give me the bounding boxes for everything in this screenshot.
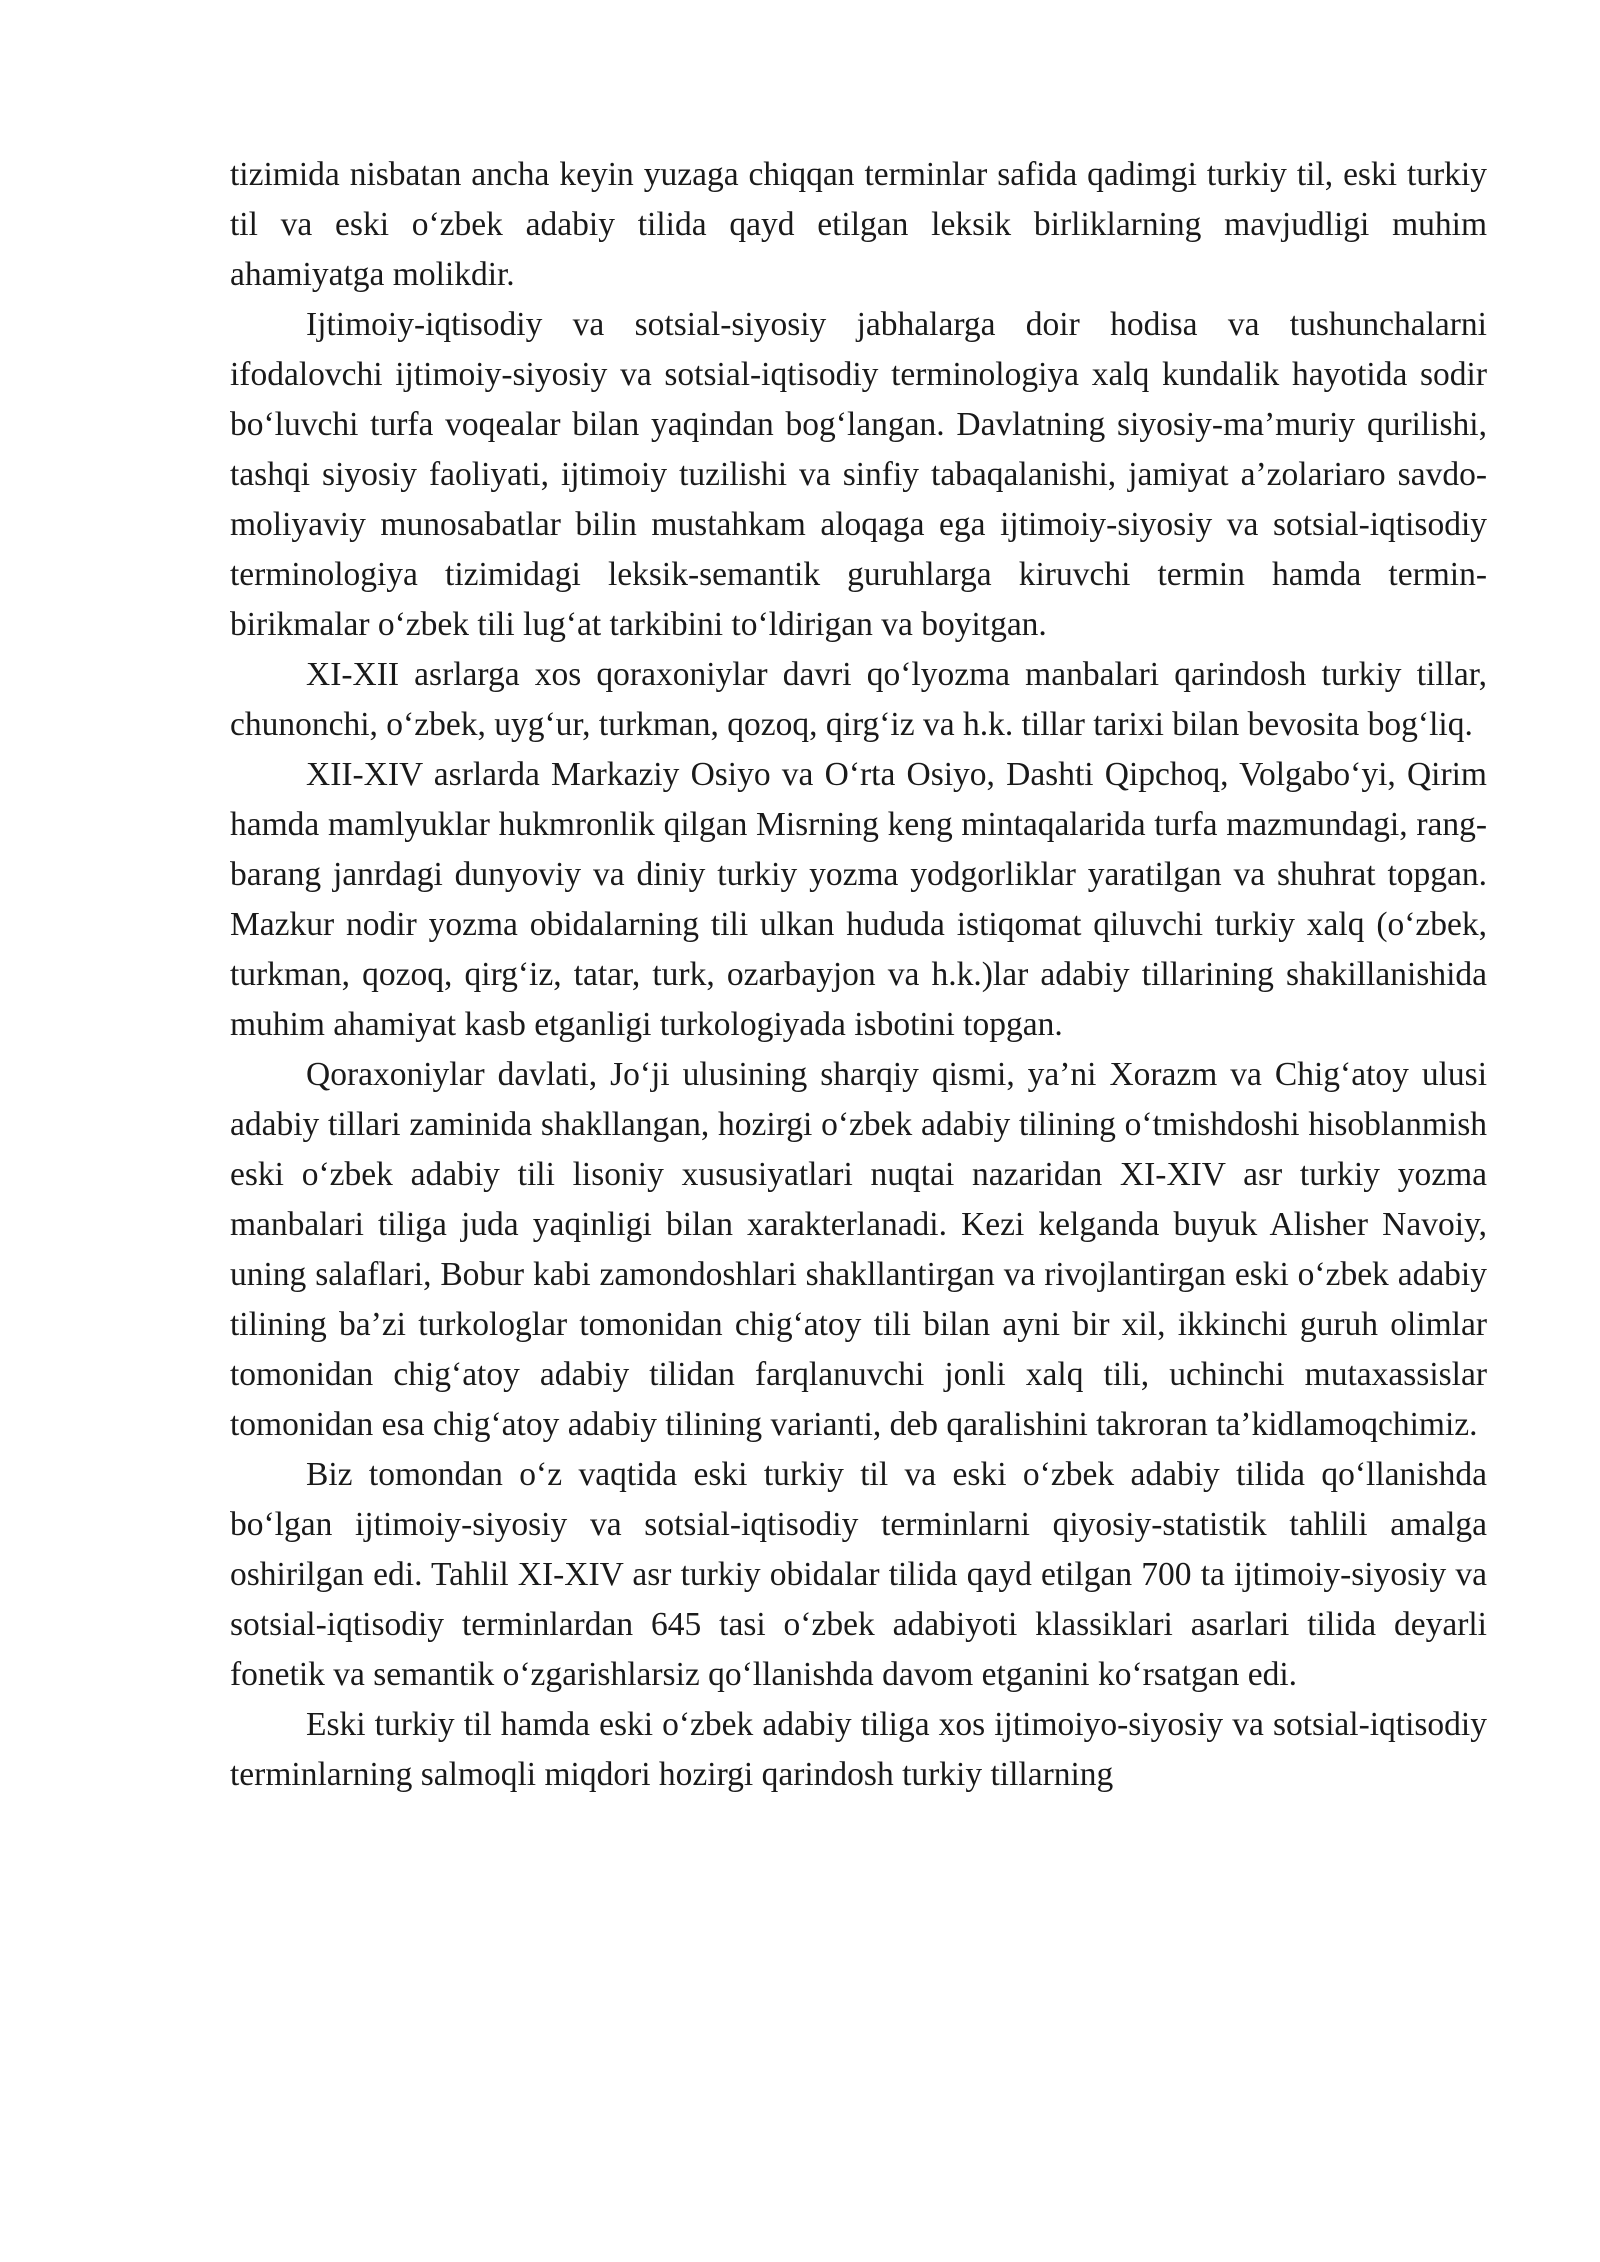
body-text bbox=[230, 150, 1487, 1800]
paragraph-7: Eski turkiy til hamda eski o‘zbek adabiy tiliga xos ijtimoiyo-siyosiy va sotsial-iqtisodiy terminlarning salmoqli miqdori hozirgi qarindosh turkiy tillarning bbox=[230, 1706, 1487, 1793]
paragraph-3: XI-XII asrlarga xos qoraxoniylar davri qo‘lyozma manbalari qarindosh turkiy tillar, chunonchi, o‘zbek, uyg‘ur, turkman, qozoq, qirg‘iz va h.k. tillar tarixi bilan bevosita bog‘liq. bbox=[230, 656, 1487, 743]
paragraph-6: Biz tomondan o‘z vaqtida eski turkiy til va eski o‘zbek adabiy tilida qo‘llanishda bo‘lgan ijtimoiy-siyosiy va sotsial-iqtisodiy terminlarni qiyosiy-statistik tahlili amalga oshirilgan edi. Tahlil XI-XIV asr turkiy obidalar tilida qayd etilgan 700 ta ijtimoiy-siyosiy va sotsial-iqtisodiy terminlardan 645 tasi o‘zbek adabiyoti klassiklari asarlari tilida deyarli fonetik va semantik o‘zgarishlarsiz qo‘llanishda davom etganini ko‘rsatgan edi. bbox=[230, 1456, 1487, 1693]
paragraph-2: Ijtimoiy-iqtisodiy va sotsial-siyosiy jabhalarga doir hodisa va tushunchalarni ifodalovchi ijtimoiy-siyosiy va sotsial-iqtisodiy terminologiya xalq kundalik hayotida sodir bo‘luvchi turfa voqealar bilan yaqindan bog‘langan. Davlatning siyosiy-ma’muriy qurilishi, tashqi siyosiy faoliyati, ijtimoiy tuzilishi va sinfiy tabaqalanishi, jamiyat a’zolariaro savdo-moliyaviy munosabatlar bilin mustahkam aloqaga ega ijtimoiy-siyosiy va sotsial-iqtisodiy terminologiya tizimidagi leksik-semantik guruhlarga kiruvchi termin hamda termin-birikmalar o‘zbek tili lug‘at tarkibini to‘ldirigan va boyitgan. bbox=[230, 306, 1487, 643]
paragraph-4: XII-XIV asrlarda Markaziy Osiyo va O‘rta Osiyo, Dashti Qipchoq, Volgabo‘yi, Qirim hamda mamlyuklar hukmronlik qilgan Misrning keng mintaqalarida turfa mazmundagi, rang-barang janrdagi dunyoviy va diniy turkiy yozma yodgorliklar yaratilgan va shuhrat topgan. Mazkur nodir yozma obidalarning tili ulkan hududa istiqomat qiluvchi turkiy xalq (o‘zbek, turkman, qozoq, qirg‘iz, tatar, turk, ozarbayjon va h.k.)lar adabiy tillarining shakillanishida muhim ahamiyat kasb etganligi turkologiyada isbotini topgan. bbox=[230, 756, 1487, 1043]
paragraph-1: tizimida nisbatan ancha keyin yuzaga chiqqan terminlar safida qadimgi turkiy til, eski turkiy til va eski o‘zbek adabiy tilida qayd etilgan leksik birliklarning mavjudligi muhim ahamiyatga molikdir. bbox=[230, 156, 1487, 293]
paragraph-5: Qoraxoniylar davlati, Jo‘ji ulusining sharqiy qismi, ya’ni Xorazm va Chig‘atoy ulusi adabiy tillari zaminida shakllangan, hozirgi o‘zbek adabiy tilining o‘tmishdoshi hisoblanmish eski o‘zbek adabiy tili lisoniy xususiyatlari nuqtai nazaridan XI-XIV asr turkiy yozma manbalari tiliga juda yaqinligi bilan xarakterlanadi. Kezi kelganda buyuk Alisher Navoiy, uning salaflari, Bobur kabi zamondoshlari shakllantirgan va rivojlantirgan eski o‘zbek adabiy tilining ba’zi turkologlar tomonidan chig‘atoy tili bilan ayni bir xil, ikkinchi guruh olimlar tomonidan chig‘atoy adabiy tilidan farqlanuvchi jonli xalq tili, uchinchi mutaxassislar tomonidan esa chig‘atoy adabiy tilining varianti, deb qaralishini takroran ta’kidlamoqchimiz. bbox=[230, 1056, 1487, 1443]
